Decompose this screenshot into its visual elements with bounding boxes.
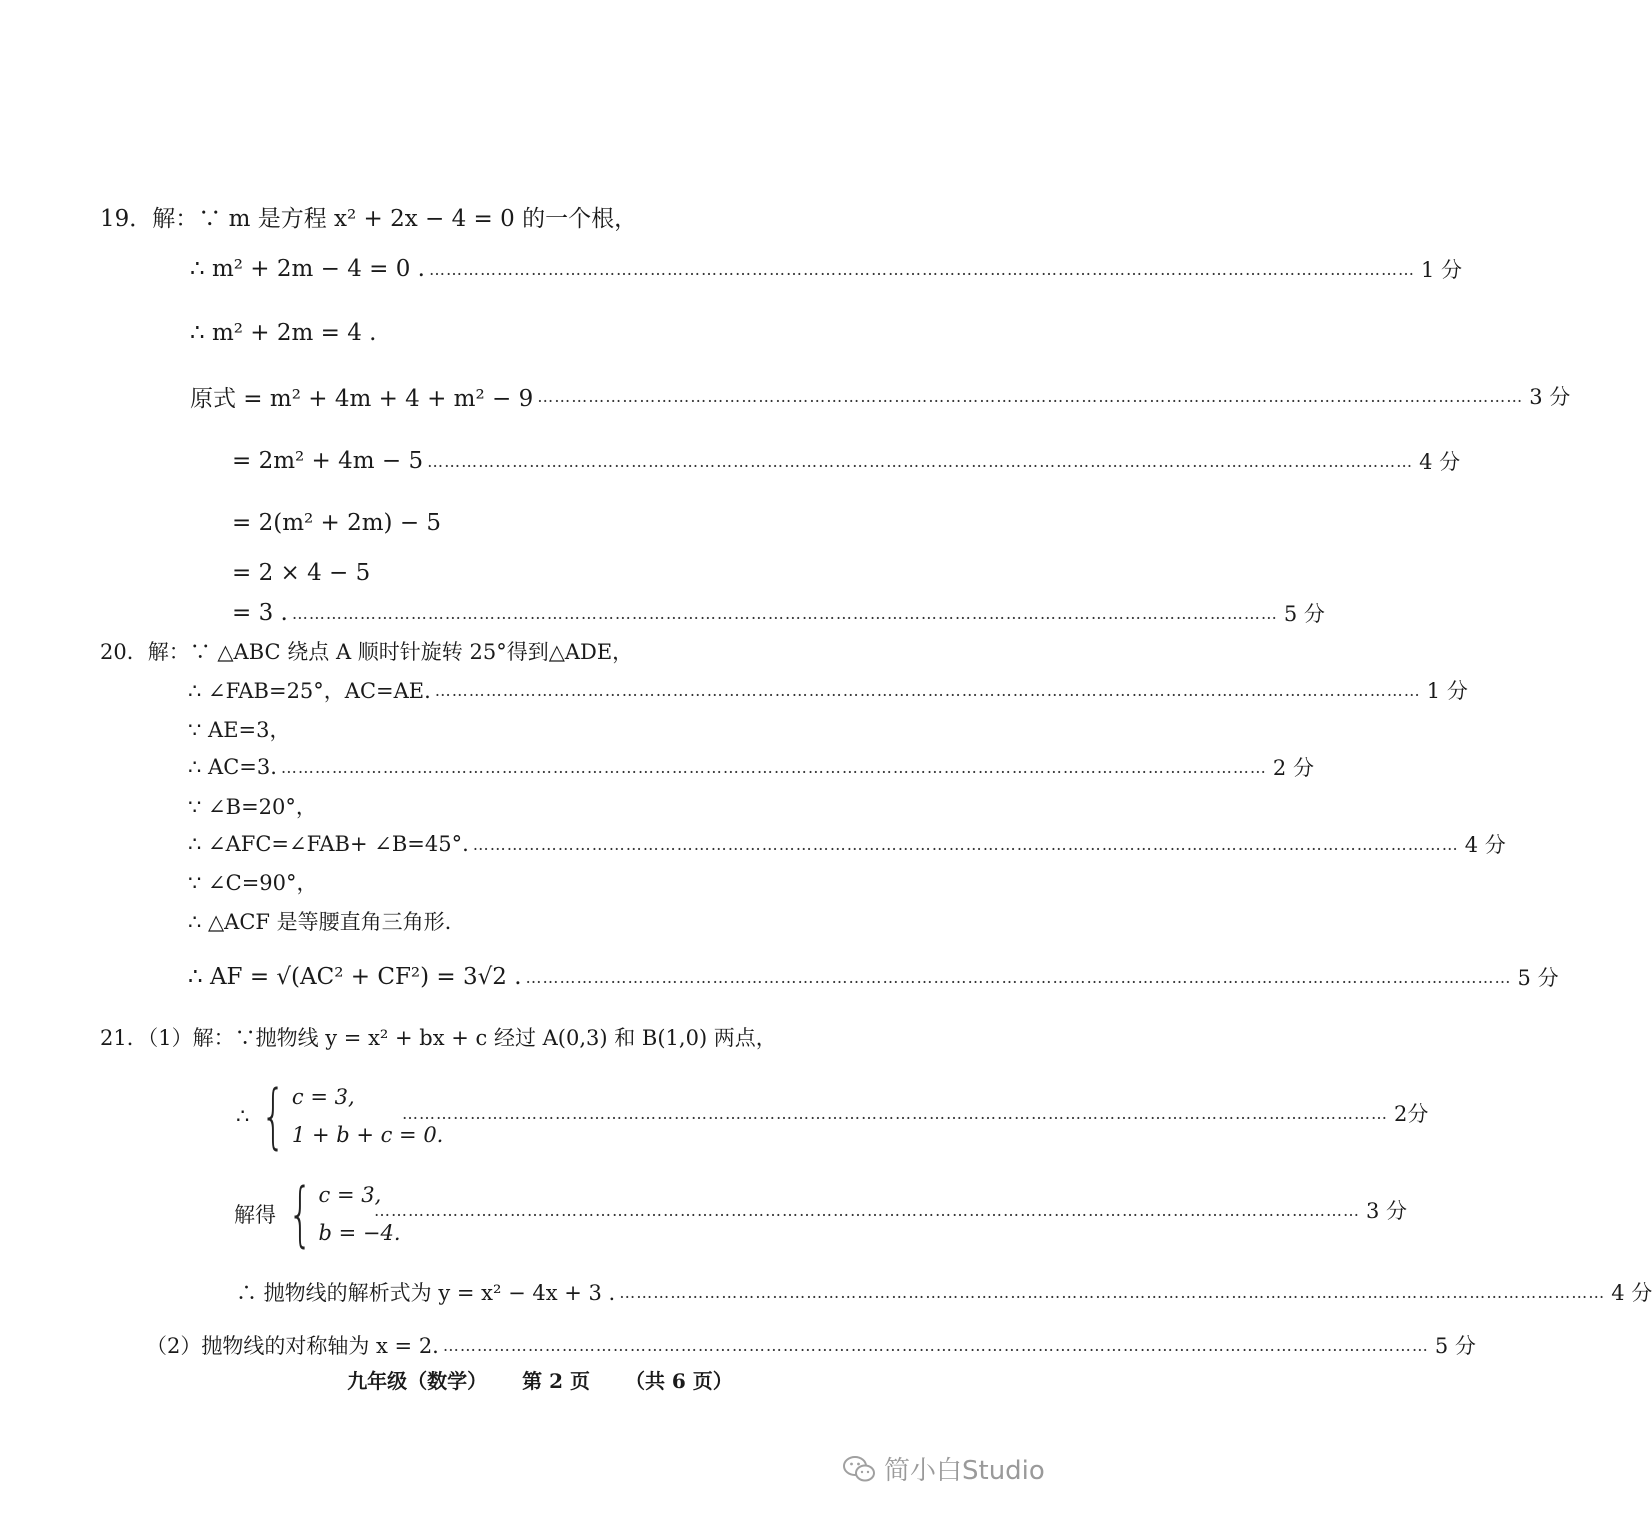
q21-result: ∴ 抛物线的解析式为 y = x² − 4x + 3 . ………………………………………………………………………………………………………………………………………………………… 4 分 [236,1281,1652,1305]
q21-system-2-score: ………………………………………………………………………………………………………………………………………………………… 3 分 [374,1199,1408,1223]
q20-step-5: ∴ ∠AFC=∠FAB+ ∠B=45°. ………………………………………………………………………………………………………………………………………………………… 4 分 [188,832,1506,857]
q21-heading: 21．（1）解：∵抛物线 y = x² + bx + c 经过 A(0,3) 和 B(1,0) 两点， [100,1026,777,1050]
q19-step-3: 原式 = m² + 4m + 4 + m² − 9 ………………………………………………………………………………………………………………………………………………………… 3 分 [190,385,1571,412]
q19-step-2: ∴ m² + 2m = 4 . [190,320,377,346]
q20-step-2: ∵ AE=3， [188,718,291,742]
q19-heading: 19．解：∵ m 是方程 x² + 2x − 4 = 0 的一个根， [100,205,638,232]
q20-step-3: ∴ AC=3. ………………………………………………………………………………………………………………………………………………………… 2 分 [188,755,1314,780]
left-brace-icon: { [261,1075,286,1157]
q20-step-1: ∴ ∠FAB=25°，AC=AE. ………………………………………………………………………………………………………………………………………………………… 1 分 [188,679,1468,703]
q21-system-1: ∴ { c = 3, 1 + b + c = 0. [236,1075,444,1157]
left-brace-icon: { [288,1173,313,1255]
q19-step-4: = 2m² + 4m − 5 ………………………………………………………………………………………………………………………………………………………… 4 分 [232,448,1461,474]
q19-step-7: = 3 . ………………………………………………………………………………………………………………………………………………………… 5 分 [232,600,1325,626]
q21-part-2: （2）抛物线的对称轴为 x = 2. ………………………………………………………………………………………………………………………………………………………… 5 分 [146,1334,1476,1358]
q19-step-6: = 2 × 4 − 5 [232,560,371,586]
q20-step-8: ∴ AF = √(AC² + CF²) = 3√2 . ………………………………………………………………………………………………………………………………………………………… 5 分 [188,964,1559,990]
q19-step-1: ∴ m² + 2m − 4 = 0 . ………………………………………………………………………………………………………………………………………………………… 1 分 [190,256,1463,282]
q20-heading: 20．解：∵ △ABC 绕点 A 顺时针旋转 25°得到△ADE， [100,640,634,664]
wechat-icon [842,1454,876,1484]
q21-system-2: 解得 { c = 3, b = −4. [234,1173,401,1255]
q20-step-6: ∵ ∠C=90°， [188,871,318,895]
q20-step-7: ∴ △ACF 是等腰直角三角形. [188,910,452,934]
page-footer: 九年级（数学） 第 2 页 （共 6 页） [347,1369,733,1393]
q20-step-4: ∵ ∠B=20°， [188,795,317,819]
q21-system-1-score: ………………………………………………………………………………………………………………………………………………………… 2分 [402,1102,1429,1126]
watermark: 简小白Studio [842,1450,1045,1487]
q19-step-5: = 2(m² + 2m) − 5 [232,510,442,536]
